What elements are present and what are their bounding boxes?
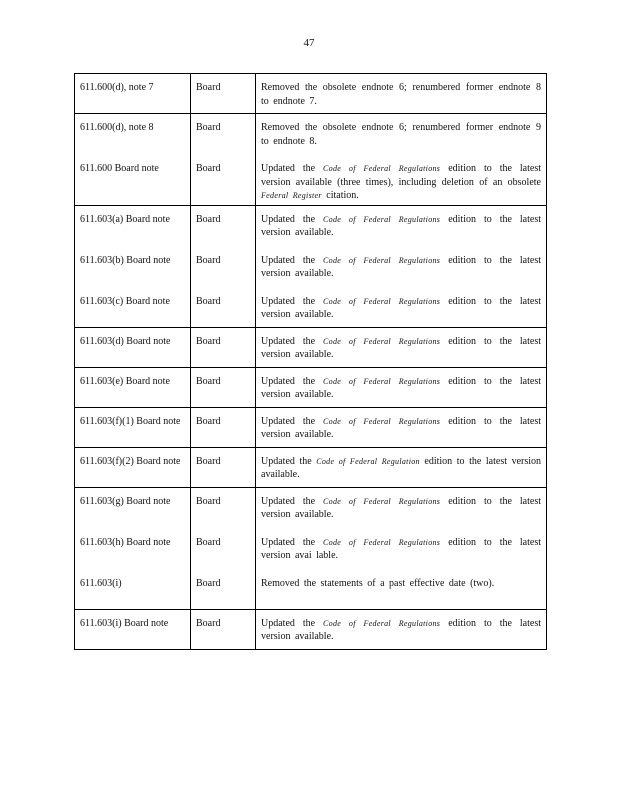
section-entry: 611.603(i) [80,577,122,589]
description-entry: Updated the Code of Federal Regulations edition to the latest version available. [261,375,542,400]
description-entry: Removed the obsolete endnote 6; renumbered former endnote 8 to endnote 7. [261,82,541,107]
description-entry: Updated the Code of Federal Regulations edition to the latest version avai lable. [261,536,542,561]
section-cell [75,114,191,206]
section-cell [75,327,191,367]
citation-title: Code of Federal Regulations [323,416,441,426]
table-row [75,407,547,447]
citation-title: Code of Federal Regulations [323,164,441,173]
description-cell [256,114,547,206]
description-entry: Removed the statements of a past effective date (two). [261,577,495,589]
agency-entry: Board [196,495,221,507]
section-cell [75,407,191,447]
description-entry: Updated the Code of Federal Regulations edition to the latest version available. [261,254,542,279]
section-cell [75,487,191,609]
section-cell [75,609,191,649]
citation-title: Code of Federal Regulations [323,618,441,628]
section-entry: 611.603(c) Board note [80,295,170,307]
agency-cell [191,447,256,487]
citation-title: Code of Federal Regulations [323,336,441,346]
agency-cell [191,205,256,327]
description-cell [256,327,547,367]
description-cell [256,447,547,487]
description-entry: Updated the Code of Federal Regulations edition to the latest version available. [261,415,542,440]
agency-entry: Board [196,295,221,307]
section-cell [75,74,191,114]
section-cell [75,447,191,487]
description-entry: Updated the Code of Federal Regulations edition to the latest version available. [261,617,542,642]
section-entry: 611.600(d), note 8 [80,122,154,133]
description-entry: Updated the Code of Federal Regulations edition to the latest version available (three times), including deletion of an obsolete Federal Register citation. [261,163,542,201]
table-row [75,205,547,327]
agency-entry: Board [196,375,221,387]
description-entry: Removed the obsolete endnote 6; renumbered former endnote 9 to endnote 8. [261,122,541,147]
description-entry: Updated the Code of Federal Regulation edition to the latest version available. [261,455,542,480]
agency-cell [191,327,256,367]
agency-cell [191,487,256,609]
section-entry: 611.600(d), note 7 [80,82,154,93]
description-cell [256,205,547,327]
section-entry: 611.603(f)(2) Board note [80,455,181,467]
agency-entry: Board [196,577,221,589]
agency-entry: Board [196,536,221,548]
description-cell [256,609,547,649]
description-entry: Updated the Code of Federal Regulations edition to the latest version available. [261,495,542,520]
section-cell [75,367,191,407]
citation-title: Code of Federal Regulations [323,296,441,306]
section-cell [75,205,191,327]
description-cell [256,407,547,447]
description-cell [256,487,547,609]
agency-cell [191,114,256,206]
section-entry: 611.603(i) Board note [80,617,169,629]
description-cell [256,74,547,114]
agency-cell [191,74,256,114]
description-entry: Updated the Code of Federal Regulations edition to the latest version available. [261,335,542,360]
agency-cell [191,407,256,447]
agency-entry: Board [196,335,221,347]
table-row [75,327,547,367]
agency-entry: Board [196,82,221,93]
table-row [75,114,547,206]
section-entry: 611.600 Board note [80,163,159,174]
agency-entry: Board [196,617,221,629]
section-entry: 611.603(a) Board note [80,213,170,225]
agency-entry: Board [196,254,221,266]
section-entry: 611.603(h) Board note [80,536,171,548]
agency-entry: Board [196,122,221,133]
page-number: 47 [303,37,315,49]
description-cell [256,367,547,407]
citation-title: Code of Federal Regulations [323,376,441,386]
table-row [75,367,547,407]
section-entry: 611.603(b) Board note [80,254,171,266]
citation-title: Code of Federal Regulations [323,496,441,506]
agency-entry: Board [196,415,221,427]
citation-title: Code of Federal Regulations [323,255,441,265]
agency-cell [191,367,256,407]
description-entry: Updated the Code of Federal Regulations edition to the latest version available. [261,213,542,238]
agency-entry: Board [196,455,221,467]
agency-cell [191,609,256,649]
citation-title: Federal Register [261,191,322,200]
amendments-table [74,73,547,650]
description-entry: Updated the Code of Federal Regulations edition to the latest version available. [261,295,542,320]
section-entry: 611.603(e) Board note [80,375,170,387]
citation-title: Code of Federal Regulation [316,456,420,466]
table-row [75,74,547,114]
section-entry: 611.603(d) Board note [80,335,171,347]
citation-title: Code of Federal Regulations [323,214,441,224]
agency-entry: Board [196,213,221,225]
table-row [75,447,547,487]
table-row [75,487,547,609]
section-entry: 611.603(f)(1) Board note [80,415,181,427]
agency-entry: Board [196,163,221,174]
citation-title: Code of Federal Regulations [323,537,441,547]
table-row [75,609,547,649]
section-entry: 611.603(g) Board note [80,495,171,507]
